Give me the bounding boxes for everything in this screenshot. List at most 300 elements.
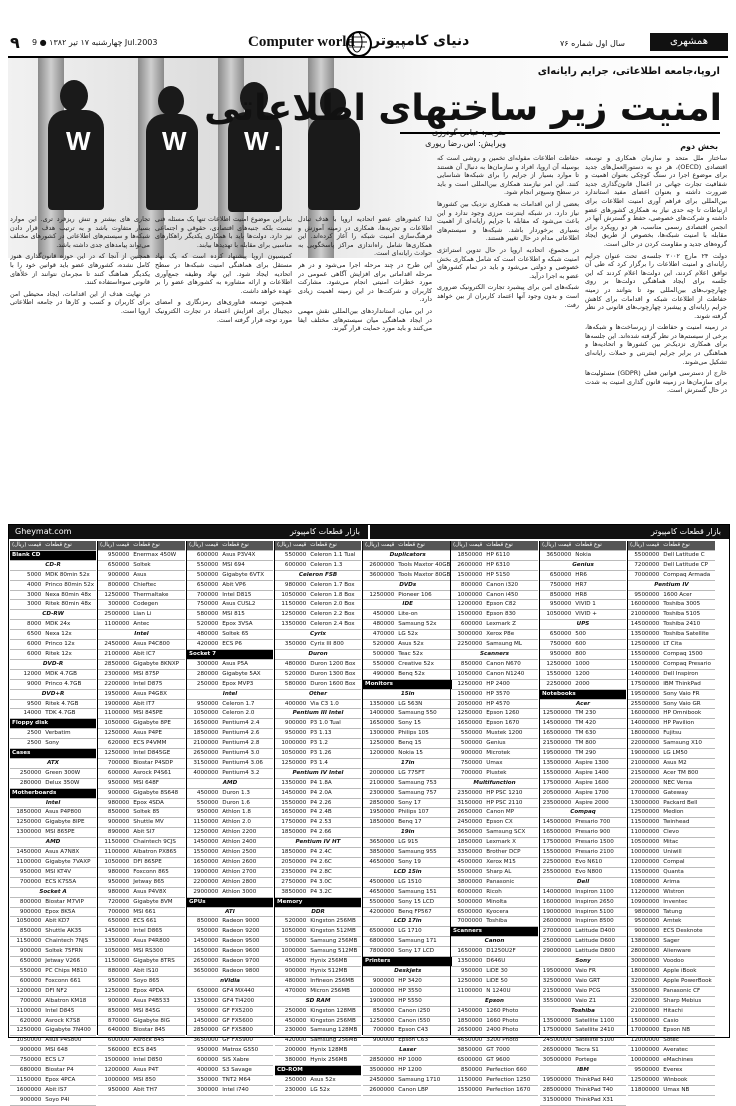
item-name: Epson C82: [484, 600, 538, 610]
item-price: 9500000: [628, 917, 661, 927]
item-price: 14500000: [540, 818, 573, 828]
item-price: 1050000: [98, 947, 131, 957]
item-name: Apple iBook: [661, 966, 715, 976]
item-price: 1150000: [187, 818, 220, 828]
table-row: [540, 986, 626, 996]
item-name: Abit KD7: [43, 917, 96, 927]
item-name: Canon i450: [484, 590, 538, 600]
item-name: Sony Vaio GR: [661, 699, 715, 709]
item-name: LG 775FT: [396, 768, 452, 778]
table-row: [98, 877, 185, 887]
item-name: Asus P4C800: [131, 640, 185, 650]
item-price: 13800000: [628, 937, 661, 947]
table-row: [10, 709, 96, 719]
item-name: DDR: [275, 907, 361, 917]
item-price: 1250000: [98, 749, 131, 759]
item-name: Intel D850: [131, 1056, 185, 1066]
item-price: 32500000: [540, 976, 573, 986]
table-row: [363, 788, 452, 798]
table-row: [187, 729, 273, 739]
table-row: [363, 679, 452, 689]
table-row: [363, 640, 452, 650]
item-price: 35000000: [628, 986, 661, 996]
item-name: eMachines: [661, 1056, 715, 1066]
item-name: Toshiba 2410: [661, 620, 715, 630]
table-row: [540, 1085, 626, 1095]
table-row: [628, 907, 715, 917]
table-row: [98, 669, 185, 679]
table-row: [451, 649, 538, 659]
table-row: [275, 778, 361, 788]
table-row: [187, 600, 273, 610]
item-price: 3850000: [363, 848, 396, 858]
table-row: [451, 729, 538, 739]
table-row: [628, 689, 715, 699]
item-name: Abit TH7: [131, 1085, 185, 1095]
item-price: 850000: [98, 808, 131, 818]
table-row: [363, 749, 452, 759]
item-name: Duron: [275, 649, 361, 659]
item-price: 1850000: [275, 848, 308, 858]
item-name: TM 800: [573, 739, 626, 749]
item-price: 1500000: [451, 570, 484, 580]
item-price: 1100000: [98, 709, 131, 719]
item-price: 520000: [275, 917, 308, 927]
table-row: [187, 560, 273, 570]
item-name: Asus P4PE: [131, 729, 185, 739]
item-name: Micron 256MB: [308, 986, 361, 996]
item-name: Athlon 2400: [220, 838, 273, 848]
item-price: 3850000: [275, 887, 308, 897]
item-name: MDK 80min 52x: [43, 570, 96, 580]
table-row: [98, 1046, 185, 1056]
table-row: [540, 778, 626, 788]
item-name: Vaio PCG: [573, 986, 626, 996]
table-row: [451, 996, 538, 1006]
table-row: [363, 877, 452, 887]
item-name: Socket 7: [187, 649, 273, 659]
table-row: [628, 947, 715, 957]
table-row: [451, 947, 538, 957]
item-price: 950000: [540, 600, 573, 610]
table-row: [275, 649, 361, 659]
item-name: Cyrix: [275, 630, 361, 640]
table-row: [187, 877, 273, 887]
item-price: 10800000: [628, 877, 661, 887]
table-row: [98, 749, 185, 759]
item-price: 1600000: [10, 1085, 43, 1095]
item-name: ThinkPad X31: [573, 1095, 626, 1105]
item-name: Duron 1.6: [220, 798, 273, 808]
table-row: [363, 669, 452, 679]
item-name: 1600 Acer: [661, 590, 715, 600]
table-row: [451, 976, 538, 986]
table-row: [10, 649, 96, 659]
item-price: 1250000: [10, 818, 43, 828]
price-market-section: [8, 524, 730, 1103]
item-name: Sager: [661, 937, 715, 947]
item-name: 2400 Photo: [484, 1026, 538, 1036]
table-row: [98, 1056, 185, 1066]
table-row: [540, 580, 626, 590]
item-name: Asus M2: [661, 758, 715, 768]
item-name: Delux 350W: [43, 778, 96, 788]
item-price: 16000000: [628, 709, 661, 719]
item-name: Satellite 2410: [573, 1026, 626, 1036]
item-name: Intel D845GE: [131, 749, 185, 759]
item-name: P4 2.26: [308, 798, 361, 808]
item-price: 1450000: [187, 1016, 220, 1026]
item-price: 14500000: [540, 719, 573, 729]
item-name: Compaq 1500: [661, 649, 715, 659]
item-name: Kingston 256MB: [308, 1016, 361, 1026]
item-price: 26500000: [540, 1046, 573, 1056]
table-row: [98, 1066, 185, 1076]
item-name: Gigabyte 8IG: [131, 1016, 185, 1026]
price-table: [187, 541, 273, 1096]
table-row: [10, 590, 96, 600]
item-name: Celeron 2.0 Box: [308, 600, 361, 610]
item-price: 950000: [187, 927, 220, 937]
table-row: [275, 550, 361, 560]
item-name: Soltek 65: [220, 630, 273, 640]
item-name: Laser: [363, 1046, 452, 1056]
item-price: 2850000: [363, 1056, 396, 1066]
table-row: [275, 867, 361, 877]
page-number: ۹: [10, 33, 20, 52]
item-name: Plustek: [484, 768, 538, 778]
table-row: [628, 1016, 715, 1026]
item-price: 2850000: [187, 1026, 220, 1036]
table-row: [540, 976, 626, 986]
item-name: DFI NF2: [43, 986, 96, 996]
item-name: MSI 875P: [131, 669, 185, 679]
header-price: قیمت (ریال): [275, 541, 308, 550]
item-price: 1550000: [540, 669, 573, 679]
item-price: 950000: [275, 729, 308, 739]
item-name: Vaio GRT: [573, 976, 626, 986]
item-name: Sony 15 LCD: [396, 897, 452, 907]
article-kicker: اروپا،جامعه اطلاعاتی، جرایم رایانه‌ای: [537, 66, 720, 77]
table-row: [187, 947, 273, 957]
item-price: 12000000: [628, 1036, 661, 1046]
item-name: Samsung 512MB: [308, 947, 361, 957]
item-name: Athlon 2500: [220, 848, 273, 858]
table-row: [187, 570, 273, 580]
table-row: [540, 1006, 626, 1016]
item-name: Notebooks: [540, 689, 626, 699]
item-price: 900000: [275, 719, 308, 729]
item-price: 2350000: [451, 788, 484, 798]
table-row: [363, 610, 452, 620]
item-price: 480000: [275, 976, 308, 986]
item-name: Gigabyte 5AX: [220, 669, 273, 679]
item-price: 1050000: [187, 709, 220, 719]
table-row: [275, 679, 361, 689]
table-row: [275, 758, 361, 768]
table-row: [98, 600, 185, 610]
table-row: [10, 679, 96, 689]
item-price: 950000: [187, 699, 220, 709]
table-row: [187, 550, 273, 560]
item-name: Dell Latitude CP: [661, 560, 715, 570]
item-name: LG LM50: [661, 749, 715, 759]
item-price: 1300000: [363, 729, 396, 739]
item-price: 1850000: [451, 550, 484, 560]
item-price: 1250000: [275, 758, 308, 768]
item-price: 1250000: [363, 590, 396, 600]
table-row: [275, 719, 361, 729]
item-price: 2300000: [363, 788, 396, 798]
item-name: Princo 4.7GB: [43, 679, 96, 689]
item-price: 17000000: [628, 788, 661, 798]
item-name: Kingston 256MB: [308, 917, 361, 927]
article-headline: امنیت زیر ساختهای اطلاعاتی: [204, 88, 722, 129]
item-price: 1000000: [451, 590, 484, 600]
item-name: ECS P6: [220, 640, 273, 650]
item-price: 21500000: [540, 739, 573, 749]
item-price: 1950000: [363, 808, 396, 818]
table-row: [275, 580, 361, 590]
item-price: 900000: [98, 818, 131, 828]
item-price: 15000000: [628, 1016, 661, 1026]
item-price: 600000: [98, 768, 131, 778]
item-name: Abit IS10: [131, 966, 185, 976]
item-name: Creative 52x: [396, 659, 452, 669]
item-name: Albatron KM18: [43, 996, 96, 1006]
table-row: [187, 996, 273, 1006]
item-price: 850000: [363, 1006, 396, 1016]
table-row: [540, 590, 626, 600]
item-name: Toshiba 5105: [661, 610, 715, 620]
item-price: 560000: [98, 1046, 131, 1056]
item-name: Philips 105: [396, 729, 452, 739]
table-header-row: [540, 541, 626, 550]
item-name: Epson CX: [484, 818, 538, 828]
item-price: 1300000: [10, 828, 43, 838]
table-row: [628, 749, 715, 759]
item-price: 11200000: [628, 887, 661, 897]
header-item: نوع قطعات: [484, 541, 538, 550]
item-name: D1250U2F: [484, 947, 538, 957]
item-name: Twinhead: [661, 818, 715, 828]
item-name: Panasonic CF: [661, 986, 715, 996]
item-price: 300000: [187, 1085, 220, 1095]
item-price: 11500000: [628, 818, 661, 828]
item-name: Teac 52x: [396, 649, 452, 659]
table-row: [540, 927, 626, 937]
item-name: Blank CD: [10, 550, 96, 560]
item-price: 4650000: [363, 887, 396, 897]
table-row: [451, 590, 538, 600]
item-price: 12500000: [628, 1075, 661, 1085]
item-name: Foxconn 661: [43, 976, 96, 986]
table-row: [451, 778, 538, 788]
item-name: Intel D815: [220, 590, 273, 600]
item-price: 2750000: [275, 877, 308, 887]
item-price: 25000000: [540, 937, 573, 947]
item-price: 980000: [98, 887, 131, 897]
item-name: Presario 700: [573, 818, 626, 828]
table-row: [451, 739, 538, 749]
item-name: Hynix 128MB: [308, 1046, 361, 1056]
item-price: 1650000: [187, 947, 220, 957]
item-name: MSI 694: [220, 560, 273, 570]
item-name: Canon N1240: [484, 669, 538, 679]
item-price: 2650000: [451, 1026, 484, 1036]
header-item: نوع قطعات: [220, 541, 273, 550]
item-price: 16500000: [540, 828, 573, 838]
table-row: [187, 709, 273, 719]
table-row: [540, 947, 626, 957]
table-row: [363, 768, 452, 778]
table-row: [540, 679, 626, 689]
item-name: 1260 Photo: [484, 1006, 538, 1016]
item-name: Ritek 12x: [43, 649, 96, 659]
item-price: 1050000: [275, 590, 308, 600]
item-price: 10500000: [628, 838, 661, 848]
table-row: [363, 630, 452, 640]
table-row: [10, 1006, 96, 1016]
item-price: 2050000: [451, 699, 484, 709]
item-name: Asus P4P800: [43, 808, 96, 818]
item-name: Pentium4 3.0: [220, 749, 273, 759]
item-price: 11000000: [628, 828, 661, 838]
table-row: [10, 729, 96, 739]
item-price: 1450000: [187, 937, 220, 947]
item-price: 7200000: [628, 560, 661, 570]
table-row: [187, 778, 273, 788]
item-name: Compaq: [540, 808, 626, 818]
item-name: Intel D865: [131, 927, 185, 937]
item-name: Kingston 128MB: [308, 1006, 361, 1016]
item-price: 25500000: [540, 867, 573, 877]
item-price: 580000: [187, 610, 220, 620]
item-name: Thermaltake: [131, 590, 185, 600]
table-row: [10, 887, 96, 897]
item-name: Epox 8K5A: [43, 907, 96, 917]
table-row: [628, 739, 715, 749]
table-row: [98, 937, 185, 947]
price-table: [363, 541, 449, 1096]
paragraph: همچنین از آنجا که در این حوزه قانون‌گذاری هنوز کامل نشده، کشورهای عضو باید قوانین خود را با یکدیگر هماهنگ کنند تا مجرمان نتوانند از خلأهای قانونی سوءاستفاده کنند.: [10, 252, 150, 287]
table-row: [451, 887, 538, 897]
article-column-1: [585, 154, 727, 518]
item-price: 5500000: [451, 867, 484, 877]
item-price: 1050000: [98, 858, 131, 868]
byline-translator: مترجم: عباس گودرزی: [431, 128, 506, 137]
item-price: 900000: [451, 749, 484, 759]
table-row: [540, 560, 626, 570]
item-price: 4200000: [363, 907, 396, 917]
table-row: [10, 907, 96, 917]
item-name: Aspire 1400: [573, 768, 626, 778]
item-price: 500000: [363, 649, 396, 659]
item-name: Cyrix III 800: [308, 640, 361, 650]
item-price: 420000: [275, 1036, 308, 1046]
item-price: 1200000: [10, 986, 43, 996]
table-row: [10, 818, 96, 828]
item-price: 11500000: [628, 867, 661, 877]
item-price: 6500: [10, 630, 43, 640]
paragraph: تجاری های بیشتر و تنش ریزفرد تری. این موارد بسیار متفاوت باشد و به ترتیب هدف قرار دادن شبکه‌ها و سیستم‌های اطلاعاتی در کشورهای مختلف می‌تواند پیامدهای جدی داشته باشد.: [10, 215, 150, 249]
item-name: ECS 845: [131, 1046, 185, 1056]
table-row: [540, 739, 626, 749]
item-name: Nexa 12x: [43, 630, 96, 640]
item-price: 7000000: [451, 917, 484, 927]
item-name: Asus P4V8X: [131, 887, 185, 897]
table-row: [187, 848, 273, 858]
item-name: ECS P4VMM: [131, 739, 185, 749]
item-name: Samsung 955: [396, 848, 452, 858]
table-row: [275, 590, 361, 600]
item-name: Gateway: [661, 788, 715, 798]
item-name: Minolta: [484, 897, 538, 907]
table-row: [540, 887, 626, 897]
item-price: 4500000: [363, 877, 396, 887]
item-price: 1350000: [187, 996, 220, 1006]
item-name: Radeon 9200: [220, 927, 273, 937]
www-letter: W: [162, 126, 187, 156]
item-name: Intel i740: [220, 1085, 273, 1095]
table-row: [98, 788, 185, 798]
table-row: [275, 1046, 361, 1056]
item-name: Floppy disk: [10, 719, 96, 729]
item-price: 27000000: [540, 927, 573, 937]
article-column-5: [10, 215, 150, 518]
table-header-row: [628, 541, 715, 550]
item-name: Compaq Armada: [661, 570, 715, 580]
item-price: 1250000: [451, 679, 484, 689]
table-row: [540, 1095, 626, 1105]
table-row: [628, 798, 715, 808]
table-row: [10, 947, 96, 957]
item-price: 1750000: [275, 818, 308, 828]
item-price: 2350000: [275, 867, 308, 877]
item-price: 1050000: [275, 749, 308, 759]
item-price: 2600000: [363, 560, 396, 570]
item-name: Samsung 151: [396, 887, 452, 897]
item-name: Sharp Mebius: [661, 996, 715, 1006]
item-price: 580000: [275, 679, 308, 689]
table-row: [275, 709, 361, 719]
item-name: Abit IT7: [131, 699, 185, 709]
table-row: [98, 758, 185, 768]
table-row: [187, 976, 273, 986]
item-name: Benq 15: [396, 739, 452, 749]
item-price: 1650000: [451, 719, 484, 729]
table-row: [187, 768, 273, 778]
item-price: 230000: [275, 1026, 308, 1036]
market-site: Gheymat.com: [15, 527, 72, 536]
table-row: [628, 719, 715, 729]
item-price: 490000: [363, 669, 396, 679]
table-row: [10, 927, 96, 937]
table-row: [363, 1066, 452, 1076]
table-row: [10, 858, 96, 868]
item-price: 1250000: [363, 1016, 396, 1026]
table-row: [451, 1046, 538, 1056]
item-price: 640000: [98, 1026, 131, 1036]
paragraph: بنابراین موضوع امنیت اطلاعات تنها یک مسئله فنی نیست بلکه جنبه‌های اقتصادی، حقوقی و اجتماعی نیز دارد. دولت‌ها باید با همکاری یکدیگر راهکارهای مناسبی برای مقابله با تهدیدها بیابند.: [155, 215, 292, 249]
item-name: Inventec: [661, 897, 715, 907]
table-row: [451, 1016, 538, 1026]
item-price: 1250000: [187, 828, 220, 838]
table-row: [628, 966, 715, 976]
item-name: P3 1.26: [308, 749, 361, 759]
table-row: [540, 1046, 626, 1056]
item-price: 850000: [540, 590, 573, 600]
